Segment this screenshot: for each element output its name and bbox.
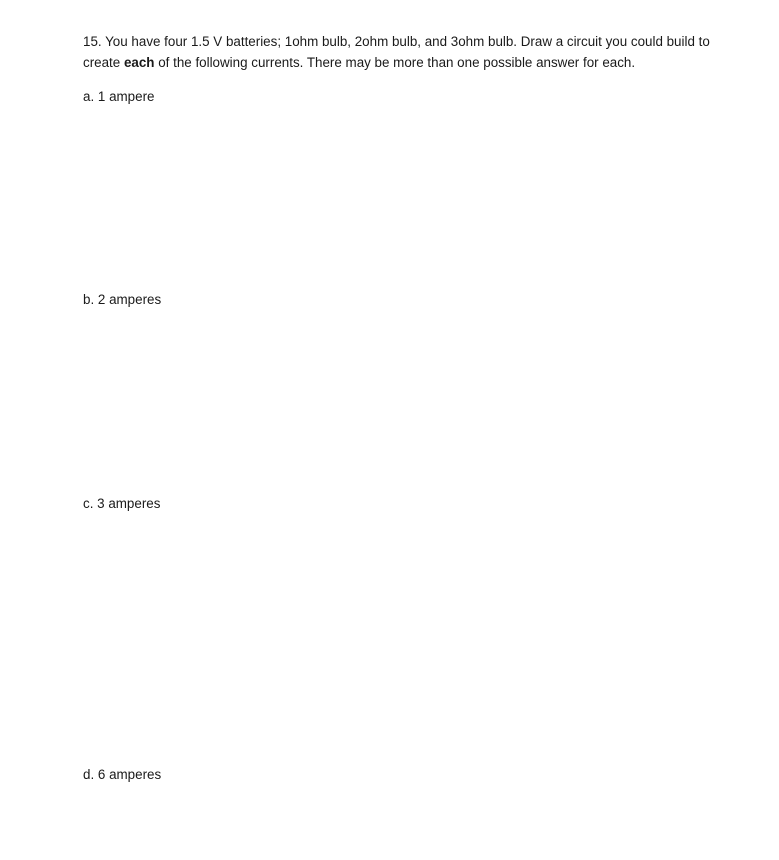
part-d-text: 6 amperes <box>97 767 162 782</box>
part-c <box>83 495 160 513</box>
part-b-text: 2 amperes <box>97 292 162 307</box>
question-number: 15. <box>83 34 102 49</box>
part-b-label: b. <box>83 292 95 307</box>
part-c-drawing-area[interactable] <box>83 517 703 757</box>
part-a-label: a. <box>83 89 95 104</box>
part-a-text: 1 ampere <box>97 89 155 104</box>
part-a <box>83 88 154 106</box>
part-a-drawing-area[interactable] <box>83 110 703 285</box>
part-b-drawing-area[interactable] <box>83 313 703 488</box>
part-c-label: c. <box>83 496 94 511</box>
question-text-after: of the following currents. There may be more than one possible answer for each. <box>158 55 636 70</box>
part-d <box>83 766 161 784</box>
question-text-before: You have four 1.5 V batteries; 1ohm bulb, 2ohm bulb, and 3ohm bulb. Draw a circuit you could build to create <box>83 34 710 70</box>
question-15 <box>83 31 723 73</box>
part-b <box>83 291 161 309</box>
part-d-drawing-area[interactable] <box>83 788 703 848</box>
part-d-label: d. <box>83 767 95 782</box>
part-c-text: 3 amperes <box>97 496 161 511</box>
question-bold-word: each <box>123 55 155 70</box>
